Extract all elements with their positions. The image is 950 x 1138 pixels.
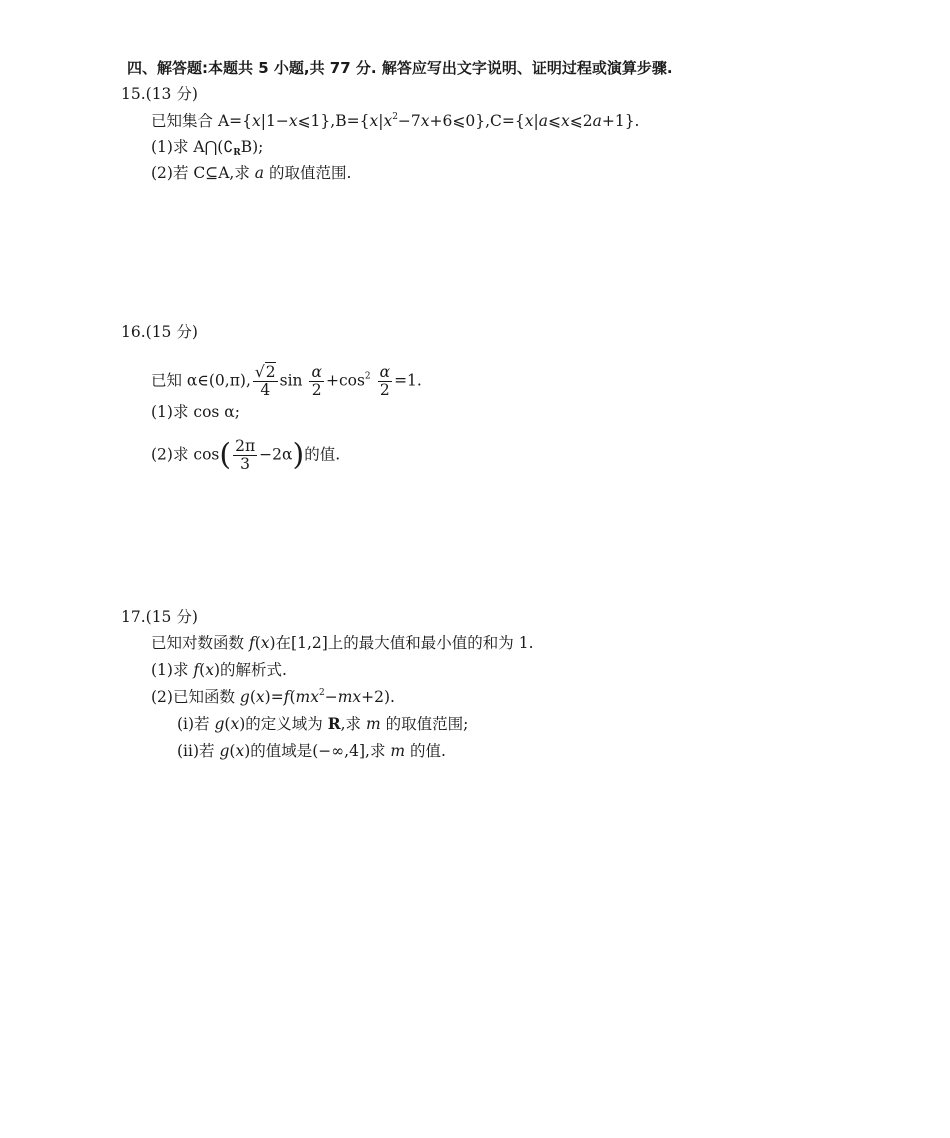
fraction-sqrt2-over-4: $\frac{√2}{4}$ <box>254 363 276 399</box>
fraction-alpha-over-2-b: $\frac{\alpha}{2}$ <box>379 363 391 399</box>
q17-part2: (2)已知函数 $g(x)=f(mx^2-mx+2)$. <box>151 688 395 706</box>
q15-number: 15.(13 分) <box>121 85 198 103</box>
q16-intro: 已知 α∈(0,π), $\frac{√2}{4}$ sin $\frac{\alpha}{2}$ $+\cos^2$ $\frac{\alpha}{2}$ =1. <box>151 363 422 399</box>
q16-part2: (2)求 cos( $\frac{2\pi}{3}$ −2α)的值. <box>151 437 341 473</box>
section-title: 四、解答题:本题共 5 小题,共 77 分. 解答应写出文字说明、证明过程或演算步骤. <box>127 59 673 77</box>
q16-part1: (1)求 cos α; <box>151 403 240 421</box>
q17-intro: 已知对数函数 f(x)在[1,2]上的最大值和最小值的和为 1. <box>151 634 534 652</box>
q16-number: 16.(15 分) <box>121 323 198 341</box>
q17-part1: (1)求 f(x)的解析式. <box>151 661 287 679</box>
q17-number: 17.(15 分) <box>121 608 198 626</box>
q17-subpart-i: (ⅰ)若 g(x)的定义域为 R,求 m 的取值范围; <box>177 714 469 733</box>
fraction-2pi-over-3: $\frac{2\pi}{3}$ <box>235 437 256 473</box>
q15-part1: (1)求 $A⋂(∁_RB)$; <box>151 138 264 158</box>
q15-part2: (2)若 C⊆A,求 a 的取值范围. <box>151 164 352 182</box>
fraction-alpha-over-2: $\frac{\alpha}{2}$ <box>311 363 322 399</box>
q17-subpart-ii: (ⅱ)若 g(x)的值域是(−∞,4],求 m 的值. <box>177 742 446 760</box>
q15-intro: 已知集合 $A=\{x|1-x⩽1\},B=\{x|x^2-7x+6⩽0\},C=\{x|a⩽x⩽2a+1\}$. <box>151 112 640 130</box>
